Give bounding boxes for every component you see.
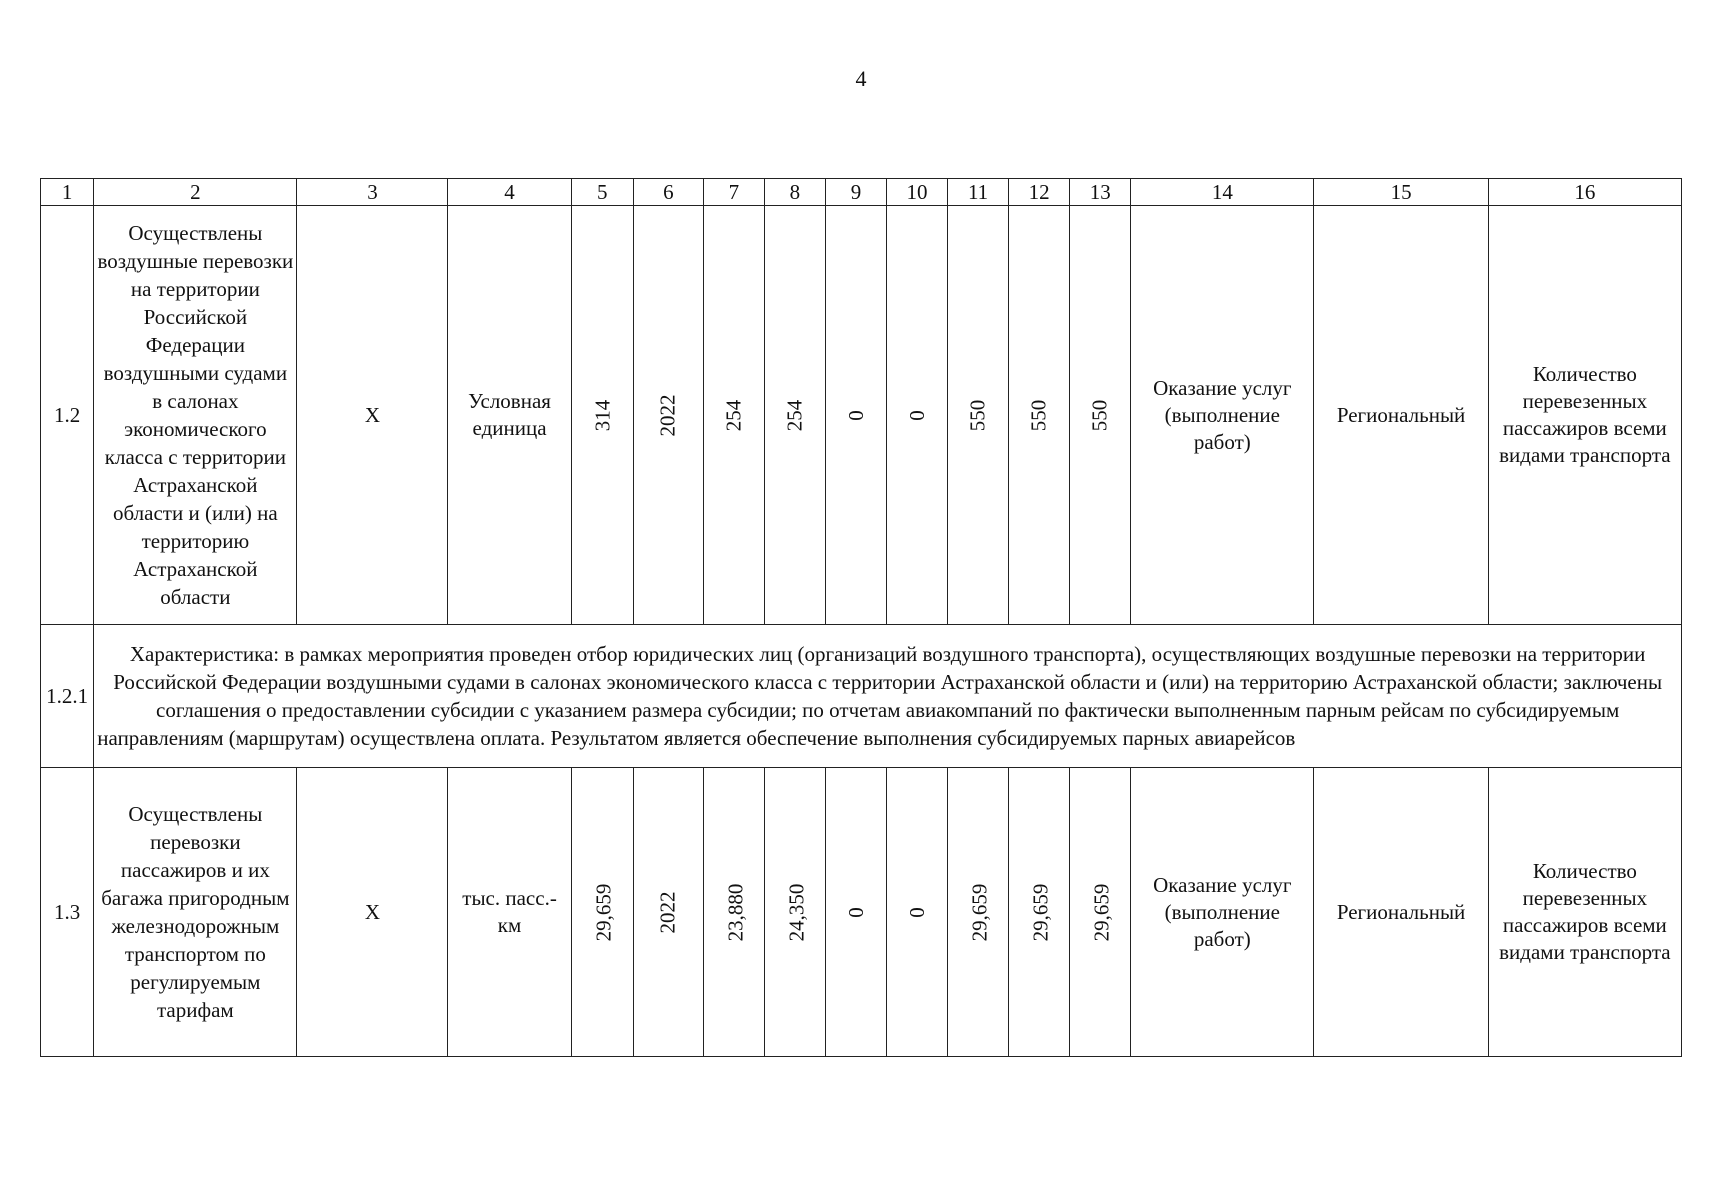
row-number: 1.2 [41,206,94,625]
program-table [40,178,1682,1057]
value-cell [703,768,764,1057]
value-cell [703,206,764,625]
value-text: 550 [965,399,990,431]
characteristic-text: Характеристика: в рамках мероприятия проведен отбор юридических лиц (организаций воздушного транспорта), осуществляющих воздушные перевозки на территории Российской Федерации воздушными судами в салонах экономического класса с территории Астраханской области и (или) на территорию Астраханской области; заключены соглашения о предоставлении субсидии с указанием размера субсидии; по отчетам авиакомпаний по фактически выполненным парным рейсам по субсидируемым направлениям (маршрутам) осуществлена оплата. Результатом является обеспечение выполнения субсидируемых парных авиарейсов [94,625,1682,768]
header-cell: 8 [764,179,825,206]
value-text: 0 [904,409,929,421]
value-text: 29,659 [1089,883,1114,941]
row-number: 1.2.1 [41,625,94,768]
table-header-row [41,179,1682,206]
table-row-1-2-1 [41,625,1682,768]
value-text: 29,659 [1028,883,1053,941]
header-cell: 15 [1314,179,1488,206]
header-cell: 4 [448,179,571,206]
value-text: 29,659 [967,883,992,941]
value-cell [571,768,633,1057]
value-text: 2022 [655,394,680,436]
value-cell [825,206,886,625]
page-number: 4 [855,66,867,91]
indicator-cell: Количество перевезенных пассажиров всеми видами транспорта [1488,206,1681,625]
type-cell: Оказание услуг (выполнение работ) [1131,206,1314,625]
value-cell [948,768,1009,1057]
cell-col3: Х [297,768,448,1057]
value-text: 0 [843,906,868,918]
unit-cell: тыс. пасс.-км [448,768,571,1057]
header-cell: 3 [297,179,448,206]
header-cell: 7 [703,179,764,206]
value-text: 24,350 [784,883,809,941]
result-name: Осуществлены воздушные перевозки на территории Российской Федерации воздушными судами в салонах экономического класса с территории Астраханской области и (или) на территорию Астраханской области [94,206,297,625]
type-cell: Оказание услуг (выполнение работ) [1131,768,1314,1057]
value-cell [886,768,947,1057]
header-cell: 16 [1488,179,1681,206]
value-cell [633,768,703,1057]
row-number: 1.3 [41,768,94,1057]
header-cell: 6 [633,179,703,206]
value-text: 550 [1087,399,1112,431]
value-text: 2022 [655,891,680,933]
value-cell [1070,768,1131,1057]
value-text: 550 [1026,399,1051,431]
value-cell [764,768,825,1057]
value-cell [633,206,703,625]
unit-cell: Условная единица [448,206,571,625]
level-cell: Региональный [1314,768,1488,1057]
header-cell: 1 [41,179,94,206]
value-cell [948,206,1009,625]
value-cell [571,206,633,625]
value-cell [825,768,886,1057]
value-text: 29,659 [591,883,616,941]
header-cell: 13 [1070,179,1131,206]
table-row-1-2 [41,206,1682,625]
value-cell [1070,206,1131,625]
value-cell [1009,768,1070,1057]
value-cell [764,206,825,625]
value-text: 0 [843,409,868,421]
value-cell [886,206,947,625]
result-name: Осуществлены перевозки пассажиров и их багажа пригородным железнодорожным транспортом по регулируемым тарифам [94,768,297,1057]
header-cell: 5 [571,179,633,206]
table-row-1-3 [41,768,1682,1057]
value-text: 254 [782,399,807,431]
indicator-cell: Количество перевезенных пассажиров всеми видами транспорта [1488,768,1681,1057]
value-text: 23,880 [723,883,748,941]
value-text: 0 [904,906,929,918]
header-cell: 11 [948,179,1009,206]
value-text: 314 [589,399,614,431]
value-text: 254 [721,399,746,431]
header-cell: 14 [1131,179,1314,206]
header-cell: 10 [886,179,947,206]
header-cell: 9 [825,179,886,206]
level-cell: Региональный [1314,206,1488,625]
cell-col3: Х [297,206,448,625]
value-cell [1009,206,1070,625]
header-cell: 12 [1009,179,1070,206]
header-cell: 2 [94,179,297,206]
